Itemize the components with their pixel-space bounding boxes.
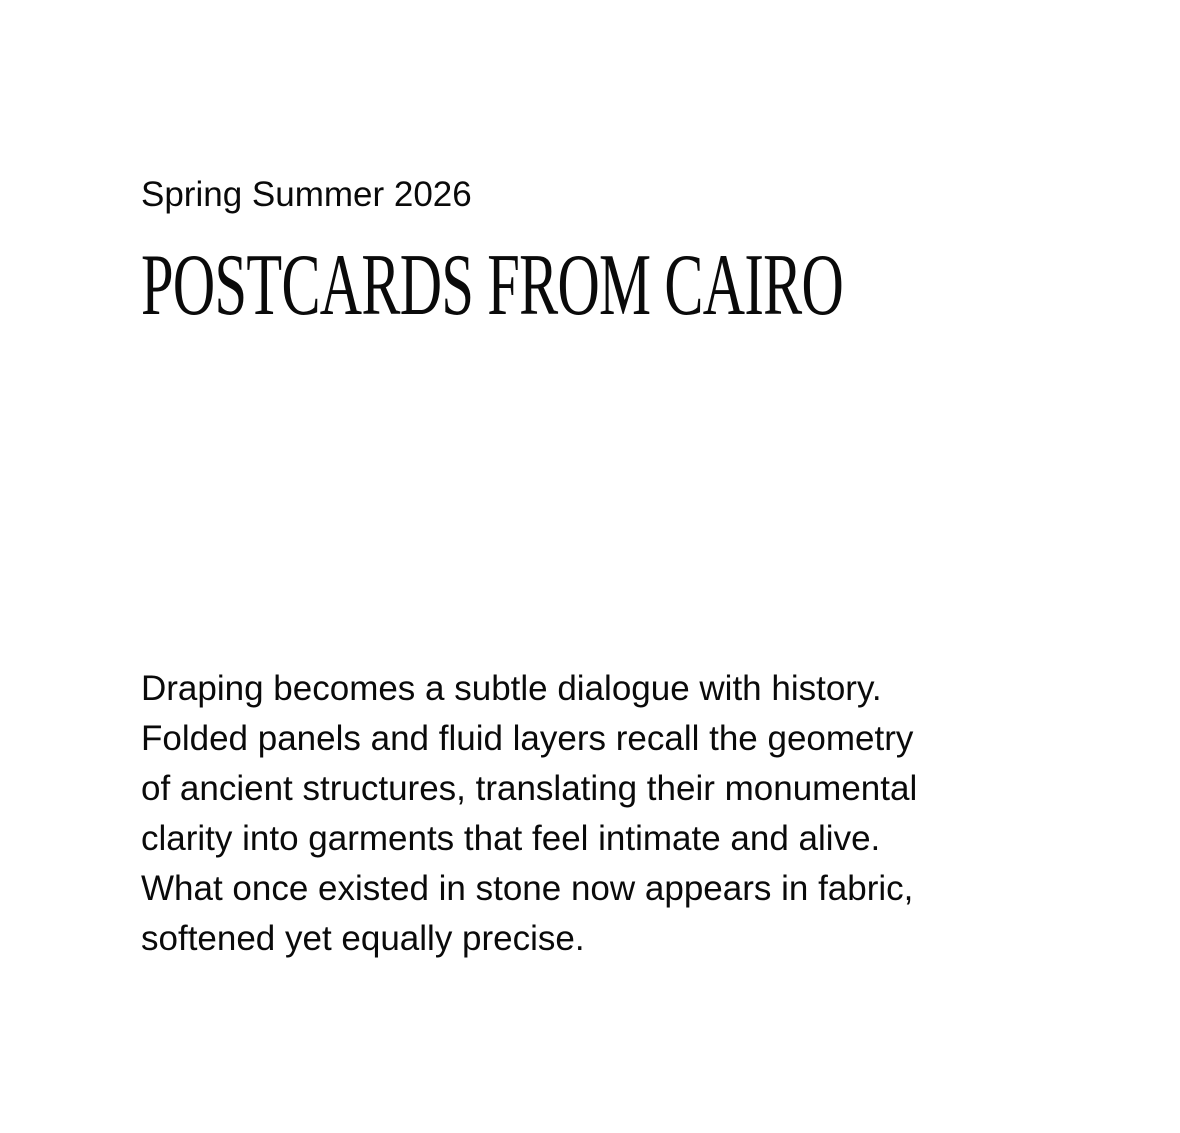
description-line: softened yet equally precise. [141,919,585,958]
title-container [141,238,971,338]
description-line: of ancient structures, translating their monumental [141,769,918,808]
description-line: What once existed in stone now appears in fabric, [141,869,914,908]
description-line: clarity into garments that feel intimate and alive. [141,819,881,858]
description-line: Folded panels and fluid layers recall the geometry [141,719,914,758]
collection-title: POSTCARDS FROM CAIRO [141,237,844,334]
collection-description [141,664,1041,964]
season-label: Spring Summer 2026 [141,175,472,214]
description-line: Draping becomes a subtle dialogue with history. [141,669,882,708]
